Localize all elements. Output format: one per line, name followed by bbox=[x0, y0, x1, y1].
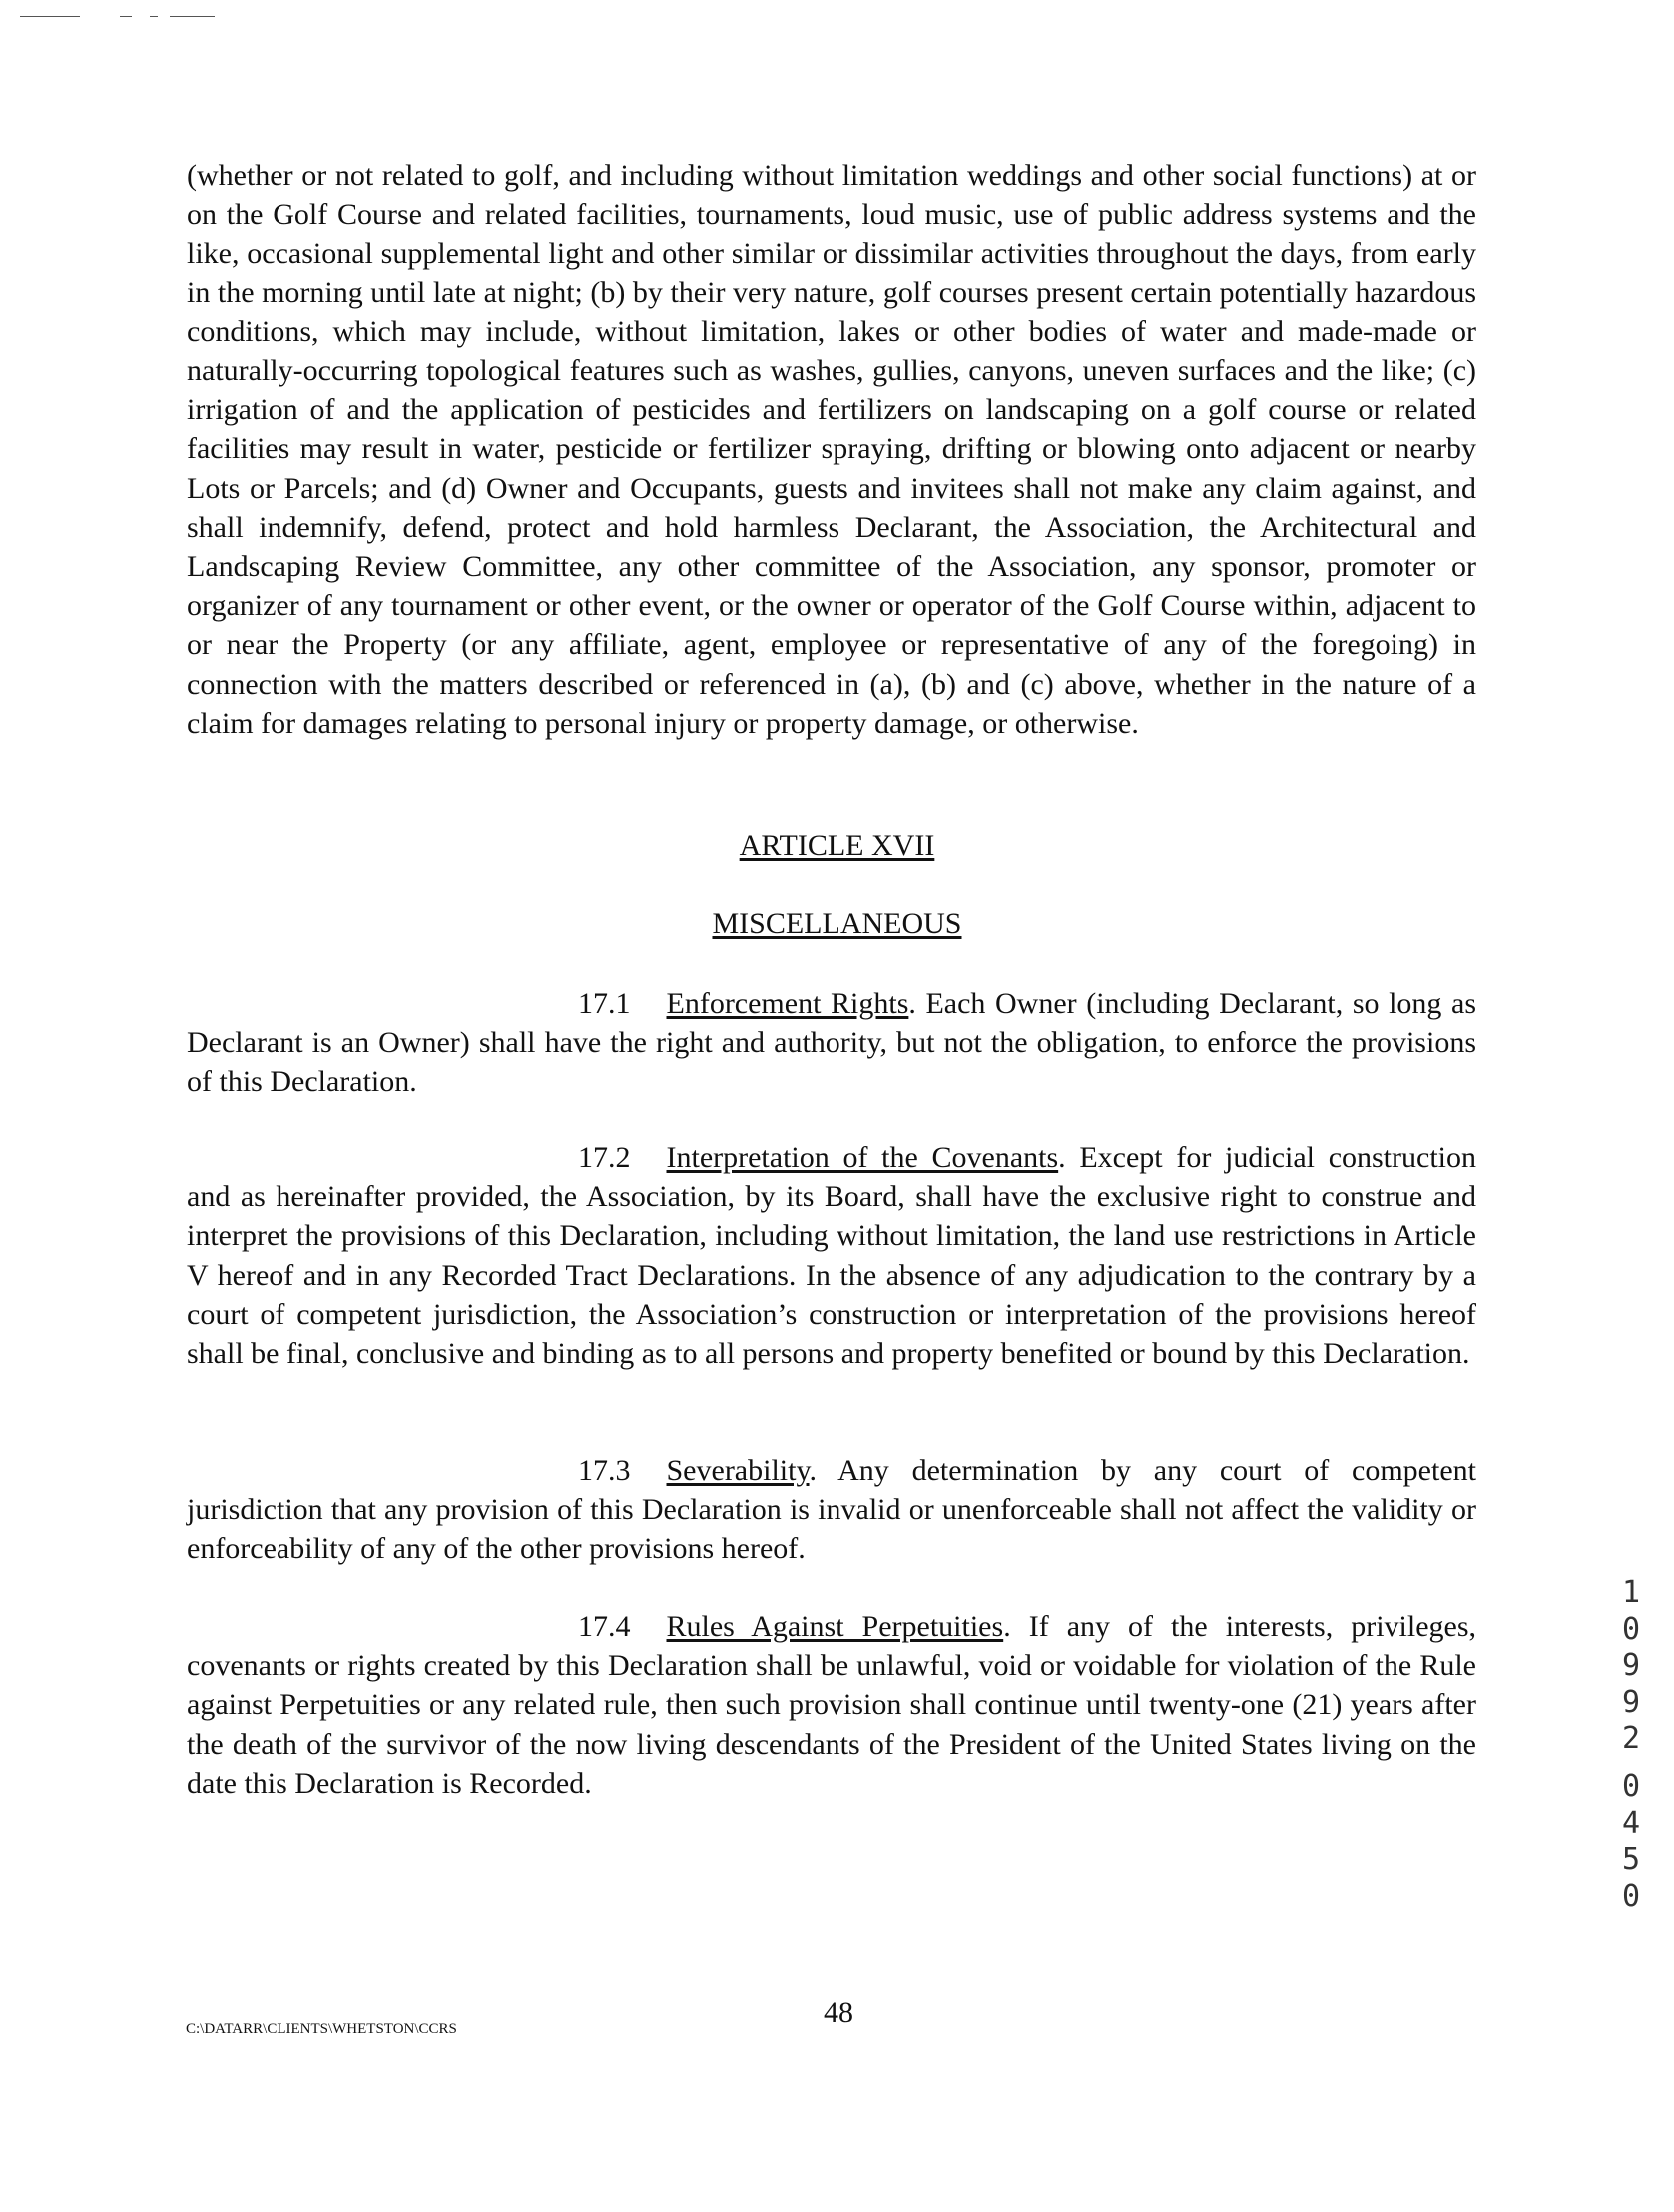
section-number: 17.4 bbox=[578, 1610, 631, 1643]
section-text: . Except for judicial construction and as hereinafter provided, the Association, by its Board, shall have the exclusive right to construe and interpret the provisions of this Declaration, including without limitation, the land use restrictions in Article V hereof and in any Recorded Tract Declarations. In the absence of any adjudication to the contrary by a court of competent jurisdiction, the Association’s construction or interpretation of the provisions hereof shall be final, conclusive and binding as to all persons and property benefited or bound by this Declaration. bbox=[187, 1141, 1476, 1371]
section-text: . If any of the interests, privileges, covenants or rights created by this Declaration shall be unlawful, void or voidable for violation of the Rule against Perpetuities or any related rule, then such provision shall continue until twenty-one (21) years after the death of the survivor of the now living descendants of the President of the United States living on the date this Declaration is Recorded. bbox=[187, 1610, 1477, 1800]
section-text: . Any determination by any court of competent jurisdiction that any provision of this Declaration is invalid or unenforceable shall not affect the validity or enforceability of any of the other provisions hereof. bbox=[187, 1454, 1476, 1566]
stamp-digit: 9 bbox=[1621, 1684, 1641, 1720]
section-number: 17.3 bbox=[578, 1454, 631, 1487]
section-title: Enforcement Rights bbox=[666, 987, 909, 1020]
section-text: . Each Owner (including Declarant, so long as Declarant is an Owner) shall have the right and authority, but not the obligation, to enforce the provisions of this Declaration. bbox=[187, 987, 1476, 1099]
stamp-digit: 0 bbox=[1621, 1611, 1641, 1647]
recording-stamp-top bbox=[1611, 1575, 1651, 1758]
page-number: 48 bbox=[824, 1996, 853, 2029]
stamp-digit: 2 bbox=[1621, 1721, 1641, 1756]
article-heading-text: ARTICLE XVII bbox=[739, 830, 935, 862]
stamp-digit: 9 bbox=[1621, 1648, 1641, 1683]
scan-artifact-marks bbox=[20, 8, 419, 22]
scan-mark bbox=[20, 16, 80, 17]
section-17-4 bbox=[187, 1607, 1476, 1803]
section-17-2 bbox=[187, 1138, 1476, 1373]
section-title: Interpretation of the Covenants bbox=[666, 1141, 1059, 1174]
article-title-text: MISCELLANEOUS bbox=[712, 907, 962, 940]
intro-paragraph: (whether or not related to golf, and including without limitation weddings and other social functions) at or on the Golf Course and related facilities, tournaments, loud music, use of public address systems and the like, occasional supplemental light and other similar or dissimilar activities throughout the days, from early in the morning until late at night; (b) by their very nature, golf courses present certain potentially hazardous conditions, which may include, without limitation, lakes or other bodies of water and made-made or naturally-occurring topological features such as washes, gullies, canyons, uneven surfaces and the like; (c) irrigation of and the application of pesticides and fertilizers on landscaping on a golf course or related facilities may result in water, pesticide or fertilizer spraying, drifting or blowing onto adjacent or nearby Lots or Parcels; and (d) Owner and Occupants, guests and invitees shall not make any claim against, and shall indemnify, defend, protect and hold harmless Declarant, the Association, the Architectural and Landscaping Review Committee, any other committee of the Association, any sponsor, promoter or organizer of any tournament or other event, or the owner or operator of the Golf Course within, adjacent to or near the Property (or any affiliate, agent, employee or representative of any of the foregoing) in connection with the matters described or referenced in (a), (b) and (c) above, whether in the nature of a claim for damages relating to personal injury or property damage, or otherwise. bbox=[187, 159, 1476, 740]
section-17-3 bbox=[187, 1451, 1476, 1569]
footer-file-path: C:\DATARR\CLIENTS\WHETSTON\CCRS bbox=[186, 2021, 457, 2037]
article-title bbox=[0, 906, 1674, 942]
section-number: 17.2 bbox=[578, 1141, 631, 1174]
section-title: Rules Against Perpetuities bbox=[666, 1610, 1004, 1643]
article-heading bbox=[0, 829, 1674, 864]
stamp-digit: 4 bbox=[1621, 1805, 1641, 1841]
stamp-digit: 0 bbox=[1621, 1878, 1641, 1914]
section-17-1 bbox=[187, 984, 1476, 1102]
stamp-digit: 1 bbox=[1621, 1575, 1641, 1610]
stamp-digit: 5 bbox=[1621, 1842, 1641, 1877]
section-title: Severability bbox=[666, 1454, 810, 1487]
recording-stamp-bottom bbox=[1611, 1769, 1651, 1915]
scan-mark bbox=[170, 16, 215, 17]
scan-mark bbox=[120, 16, 132, 17]
stamp-digit: 0 bbox=[1621, 1769, 1641, 1804]
section-number: 17.1 bbox=[578, 987, 631, 1020]
scan-mark bbox=[150, 16, 158, 17]
